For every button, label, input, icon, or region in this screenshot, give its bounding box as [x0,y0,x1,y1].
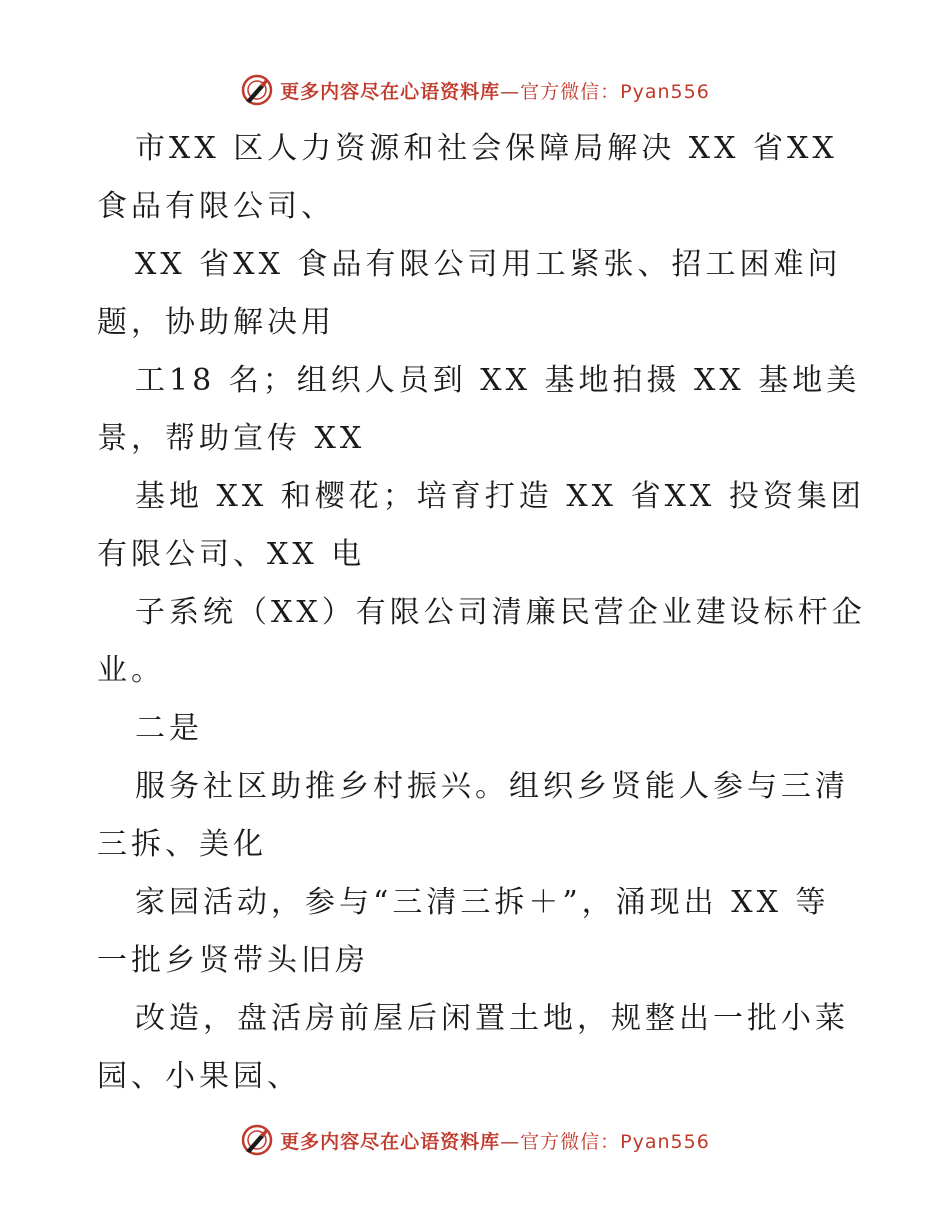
text-line: 业。 [97,653,165,688]
text-line: 食品有限公司、 [97,189,335,224]
text-line: 一批乡贤带头旧房 [97,943,369,978]
text-line: 服务社区助推乡村振兴。组织乡贤能人参与三清 [135,769,849,804]
banner-brand-text: 更多内容尽在心语资料库 [280,80,501,103]
banner-separator: — [500,80,521,103]
text-line: 改造，盘活房前屋后闲置土地，规整出一批小菜 [135,1001,849,1036]
text-line: 家园活动，参与“三清三拆＋”，涌现出 XX 等 [135,885,830,920]
pen-logo-icon [240,73,274,107]
text-line: XX 省XX 食品有限公司用工紧张、招工困难问 [135,247,842,282]
banner-contact-text: 官方微信：Pyan556 [520,1130,710,1153]
pen-logo-icon [240,1123,274,1157]
footer-watermark-banner [0,1120,950,1160]
text-line: 题，协助解决用 [97,305,335,340]
text-line: 景，帮助宣传 XX [97,421,366,456]
text-line: 子系统（XX）有限公司清廉民营企业建设标杆企 [135,595,866,630]
banner-brand-text: 更多内容尽在心语资料库 [280,1130,501,1153]
document-body [97,120,866,1106]
text-line: 工18 名；组织人员到 XX 基地拍摄 XX 基地美 [135,363,861,398]
banner-separator: — [500,1130,521,1153]
text-line: 市XX 区人力资源和社会保障局解决 XX 省XX [135,131,838,166]
banner-contact-text: 官方微信：Pyan556 [520,80,710,103]
text-line: 有限公司、XX 电 [97,537,366,572]
text-line: 三拆、美化 [97,827,267,862]
header-watermark-banner [0,70,950,110]
text-line: 园、小果园、 [97,1059,301,1094]
text-line: 基地 XX 和樱花；培育打造 XX 省XX 投资集团 [135,479,865,514]
text-line: 二是 [135,711,203,746]
